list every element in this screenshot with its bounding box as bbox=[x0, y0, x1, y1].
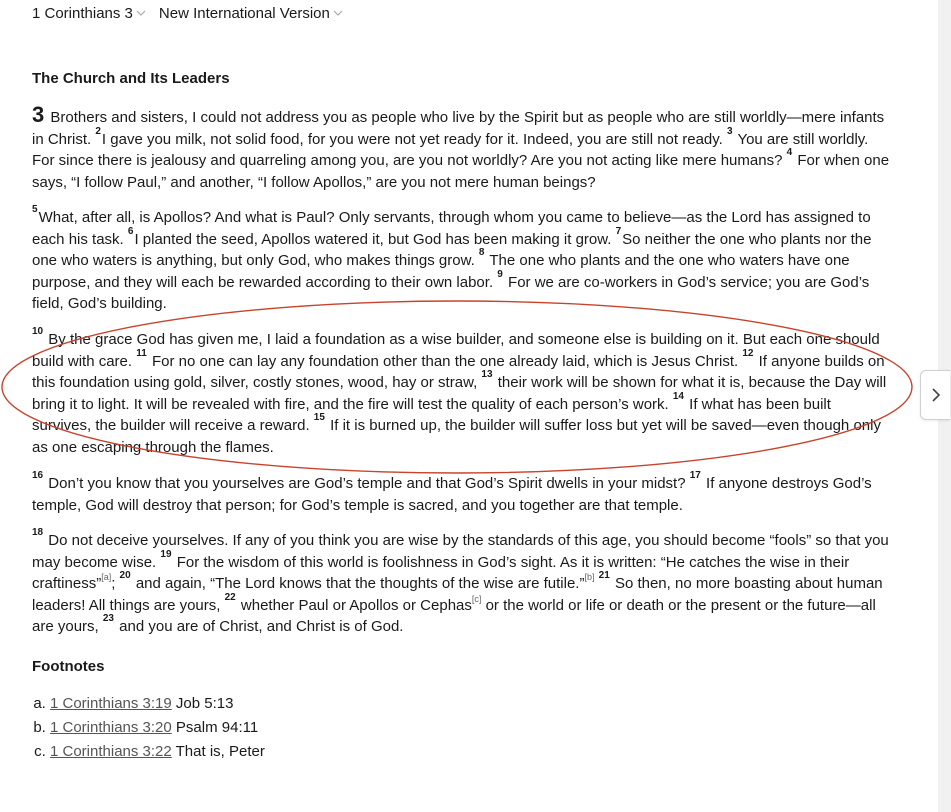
verse-text: For when one says, “I follow Paul,” and another, “I follow Apollos,” are you not mere human beings? bbox=[32, 152, 890, 191]
chapter-number: 3 bbox=[32, 102, 45, 127]
verse-text: whether Paul or Apollos or Cephas bbox=[240, 596, 472, 614]
paragraph-3 bbox=[32, 326, 894, 459]
verse-number: 2 bbox=[95, 125, 101, 137]
footnotes-list bbox=[32, 692, 265, 764]
verse-number: 22 bbox=[224, 591, 236, 603]
verse-number: 17 bbox=[689, 470, 701, 481]
section-heading: The Church and Its Leaders bbox=[32, 70, 230, 87]
verse-number: 4 bbox=[786, 147, 793, 159]
verse-number: 5 bbox=[32, 204, 38, 215]
footnote-ref-c[interactable]: [c] bbox=[471, 593, 482, 604]
verse-text: and you are of Christ, and Christ is of God. bbox=[119, 618, 404, 636]
footnote-link[interactable]: 1 Corinthians 3:22 bbox=[50, 743, 172, 760]
verse-text: You are still worldly. For since there is jealousy and quarreling among you, are you not worldly? Are you not acting like mere humans? bbox=[32, 130, 869, 170]
verse-number: 23 bbox=[102, 613, 114, 625]
verse-text: I planted the seed, Apollos watered it, but God has been making it grow. bbox=[134, 230, 612, 248]
book-chapter-label: 1 Corinthians 3 bbox=[32, 4, 133, 22]
paragraph-1 bbox=[32, 102, 894, 193]
verse-number: 14 bbox=[672, 390, 684, 402]
verse-number: 12 bbox=[742, 347, 754, 359]
version-selector[interactable] bbox=[159, 5, 344, 22]
toolbar bbox=[32, 3, 344, 23]
footnote-ref-a[interactable]: [a] bbox=[101, 572, 112, 583]
verse-number: 21 bbox=[598, 570, 610, 582]
verse-number: 15 bbox=[313, 412, 325, 424]
verse-text: So neither the one who plants nor the one who waters is anything, but only God, who makes things grow. bbox=[32, 230, 872, 270]
verse-number: 6 bbox=[127, 225, 134, 237]
chevron-right-icon bbox=[930, 387, 942, 403]
footnote-link[interactable]: 1 Corinthians 3:19 bbox=[50, 695, 172, 712]
verse-text: Don’t you know that you yourselves are God’s temple and that God’s Spirit dwells in your midst? bbox=[48, 475, 686, 492]
verse-number: 16 bbox=[32, 470, 44, 481]
verse-text: If anyone destroys God’s temple, God will destroy that person; for God’s temple is sacred, and you together are that temple. bbox=[32, 475, 872, 514]
footnote-item: c. 1 Corinthians 3:22 That is, Peter bbox=[50, 740, 265, 764]
verse-text: Do not deceive yourselves. If any of you think you are wise by the standards of this age, you should become “fools” so that you may become wise. bbox=[32, 532, 889, 571]
footnote-ref-b[interactable]: [b] bbox=[584, 572, 595, 583]
verse-text: I gave you milk, not solid food, for you were not yet ready for it. Indeed, you are still not ready. bbox=[101, 130, 723, 148]
verse-number: 20 bbox=[119, 570, 131, 582]
verse-text: If it is burned up, the builder will suffer loss but yet will be saved—even though only as one escaping through the flames. bbox=[32, 417, 881, 456]
verse-text: What, after all, is Apollos? And what is Paul? Only servants, through whom you came to believe—as the Lord has assigned to each his task. bbox=[32, 209, 871, 248]
verse-text: or the world or life or death or the present or the future—all are yours, bbox=[32, 596, 876, 636]
paragraph-2 bbox=[32, 204, 894, 315]
verse-number: 3 bbox=[726, 125, 733, 137]
footnote-link[interactable]: 1 Corinthians 3:20 bbox=[50, 719, 172, 736]
verse-text: For the wisdom of this world is foolishness in God’s sight. As it is written: “He catches the wise in their craftiness” bbox=[32, 553, 850, 593]
verse-text: The one who plants and the one who waters have one purpose, and they will each be rewarded according to their own labor. bbox=[32, 252, 850, 291]
verse-number: 10 bbox=[32, 326, 44, 337]
verse-text: For no one can lay any foundation other than the one already laid, which is Jesus Christ. bbox=[151, 352, 739, 370]
chevron-down-icon bbox=[332, 7, 344, 19]
next-chapter-button[interactable] bbox=[920, 370, 950, 420]
verse-number: 13 bbox=[481, 369, 493, 381]
footnote-item: a. 1 Corinthians 3:19 Job 5:13 bbox=[50, 692, 265, 716]
version-label: New International Version bbox=[158, 4, 330, 22]
verse-text: By the grace God has given me, I laid a foundation as a wise builder, and someone else is building on it. But each one should build with care. bbox=[32, 331, 880, 370]
verse-number: 11 bbox=[136, 347, 147, 359]
paragraph-4 bbox=[32, 470, 894, 516]
footnote-item: b. 1 Corinthians 3:20 Psalm 94:11 bbox=[50, 716, 265, 740]
book-chapter-selector[interactable] bbox=[32, 5, 147, 22]
paragraph-5: $^{18}$ Do not deceive yourselves. If any of you think you are wise by the standards of this age, you should become “fools” so that you may become wise. $^{19}$ For the wisdom of this world is foolishness in God’s sight. As it is written: “He catches the wise in their craftiness”[a]; $^{20}$ and again, “The Lord knows that the thoughts of the wise are futile.”[b] $^{21}$ So then, no more boasting about human leaders! All things are yours, $^{22}$ whether Paul or Apollos or Cephas[c] or the world or life or death or the present or the future—all are yours, $^{23}$ and you are of Christ, and Christ is of God. bbox=[32, 527, 889, 636]
verse-text: Brothers and sisters, I could not address you as people who live by the Spirit but as people who are still worldly—mere infants in Christ. bbox=[32, 109, 885, 148]
verse-number: 18 bbox=[32, 527, 44, 538]
verse-number: 9 bbox=[497, 268, 503, 280]
verse-text: If anyone builds on this foundation using gold, silver, costly stones, wood, hay or straw, bbox=[32, 352, 885, 392]
verse-text: So then, no more boasting about human leaders! All things are yours, bbox=[32, 575, 883, 614]
footnotes-heading: Footnotes bbox=[32, 658, 105, 675]
verse-text: their work will be shown for what it is, because the Day will bring it to light. It will be revealed with fire, and the fire will test the quality of each person’s work. bbox=[32, 374, 887, 413]
verse-number: 7 bbox=[615, 225, 622, 237]
chevron-down-icon bbox=[135, 7, 147, 19]
verse-text: If what has been built survives, the builder will receive a reward. bbox=[32, 395, 831, 435]
verse-text: For we are co-workers in God’s service; you are God’s field, God’s building. bbox=[32, 273, 870, 313]
verse-number: 19 bbox=[160, 548, 172, 560]
verse-text: and again, “The Lord knows that the thoughts of the wise are futile.” bbox=[135, 575, 585, 593]
verse-number: 8 bbox=[478, 247, 485, 259]
